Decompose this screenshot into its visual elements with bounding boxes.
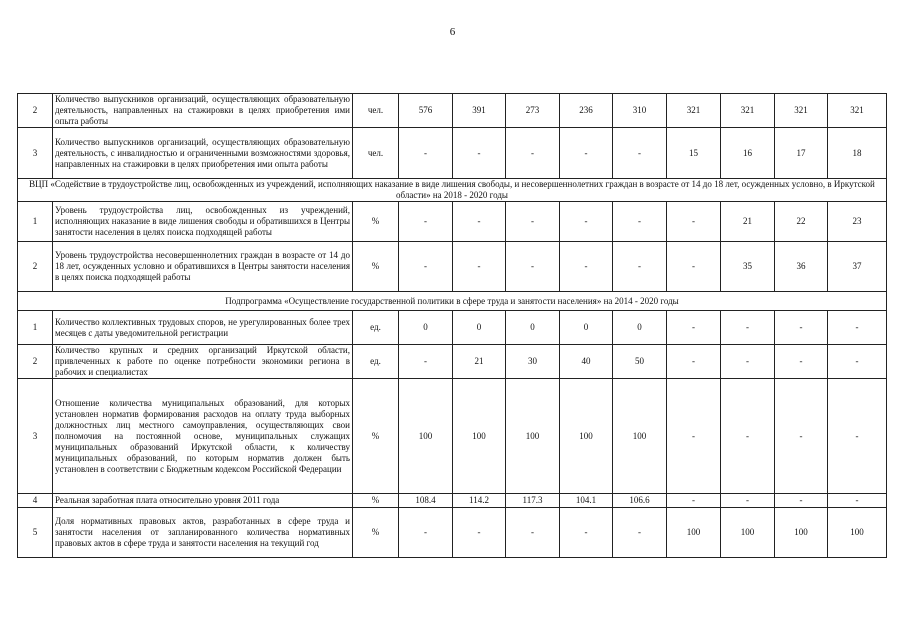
value-cell: 100 <box>453 379 506 494</box>
row-number: 2 <box>18 94 53 128</box>
value-cell: 273 <box>506 94 560 128</box>
value-cell: 50 <box>613 345 667 379</box>
value-cell: - <box>721 494 775 508</box>
row-number: 3 <box>18 379 53 494</box>
row-number: 2 <box>18 345 53 379</box>
unit-cell: ед. <box>353 311 399 345</box>
value-cell: - <box>560 128 613 179</box>
row-number: 3 <box>18 128 53 179</box>
value-cell: - <box>828 379 887 494</box>
value-cell: - <box>506 508 560 558</box>
value-cell: 321 <box>775 94 828 128</box>
value-cell: 106.6 <box>613 494 667 508</box>
row-number: 1 <box>18 202 53 242</box>
value-cell: 100 <box>721 508 775 558</box>
value-cell: - <box>560 242 613 292</box>
section-header-row <box>18 179 887 202</box>
unit-cell: % <box>353 379 399 494</box>
section-title: Подпрограмма «Осуществление государственной политики в сфере труда и занятости населения» на 2014 - 2020 годы <box>18 292 887 311</box>
value-cell: 0 <box>453 311 506 345</box>
value-cell: - <box>775 379 828 494</box>
indicator-name: Уровень трудоустройства лиц, освобожденных из учреждений, исполняющих наказание в виде лишения свободы и обратившихся в Центры занятости населения в целях поиска подходящей работы <box>53 202 353 242</box>
table-row <box>18 202 887 242</box>
value-cell: 310 <box>613 94 667 128</box>
value-cell: 35 <box>721 242 775 292</box>
value-cell: 100 <box>667 508 721 558</box>
table-row <box>18 128 887 179</box>
value-cell: - <box>560 508 613 558</box>
indicator-name: Доля нормативных правовых актов, разработанных в сфере труда и занятости населения от запланированного количества нормативных правовых актов в сфере труда и занятости населения на текущий год <box>53 508 353 558</box>
value-cell: 100 <box>775 508 828 558</box>
page-number: 6 <box>449 26 456 38</box>
table-row <box>18 379 887 494</box>
value-cell: 40 <box>560 345 613 379</box>
value-cell: 321 <box>667 94 721 128</box>
value-cell: - <box>453 128 506 179</box>
table-row <box>18 311 887 345</box>
unit-cell: % <box>353 202 399 242</box>
value-cell: - <box>775 345 828 379</box>
value-cell: - <box>667 494 721 508</box>
value-cell: - <box>775 494 828 508</box>
value-cell: 18 <box>828 128 887 179</box>
value-cell: - <box>399 128 453 179</box>
value-cell: 22 <box>775 202 828 242</box>
value-cell: - <box>721 345 775 379</box>
value-cell: - <box>721 311 775 345</box>
value-cell: - <box>560 202 613 242</box>
value-cell: 15 <box>667 128 721 179</box>
value-cell: 100 <box>506 379 560 494</box>
indicator-name: Уровень трудоустройства несовершеннолетних граждан в возрасте от 14 до 18 лет, осужденных условно и обратившихся в Центры занятости населения в целях поиска подходящей работы <box>53 242 353 292</box>
table-row <box>18 242 887 292</box>
unit-cell: % <box>353 494 399 508</box>
indicator-name: Количество крупных и средних организаций Иркутской области, привлеченных к работе по оценке потребности экономики региона в рабочих и специалистах <box>53 345 353 379</box>
value-cell: 108.4 <box>399 494 453 508</box>
value-cell: 114.2 <box>453 494 506 508</box>
value-cell: 0 <box>560 311 613 345</box>
value-cell: 117.3 <box>506 494 560 508</box>
indicator-name: Реальная заработная плата относительно уровня 2011 года <box>53 494 353 508</box>
value-cell: 104.1 <box>560 494 613 508</box>
value-cell: 37 <box>828 242 887 292</box>
indicator-name: Количество выпускников организаций, осуществляющих образовательную деятельность, с инвалидностью и ограниченными возможностями здоровья, направленных на стажировки в целях приобретения ими опыта работы <box>53 128 353 179</box>
value-cell: 0 <box>613 311 667 345</box>
table-row <box>18 345 887 379</box>
indicator-name: Количество выпускников организаций, осуществляющих образовательную деятельность, направленных на стажировки в целях приобретения ими опыта работы <box>53 94 353 128</box>
value-cell: - <box>667 311 721 345</box>
value-cell: - <box>613 202 667 242</box>
value-cell: 321 <box>721 94 775 128</box>
value-cell: - <box>506 128 560 179</box>
value-cell: 0 <box>506 311 560 345</box>
value-cell: 21 <box>721 202 775 242</box>
row-number: 4 <box>18 494 53 508</box>
value-cell: 23 <box>828 202 887 242</box>
unit-cell: чел. <box>353 128 399 179</box>
value-cell: - <box>506 242 560 292</box>
value-cell: - <box>828 311 887 345</box>
value-cell: - <box>667 379 721 494</box>
value-cell: - <box>828 345 887 379</box>
value-cell: 30 <box>506 345 560 379</box>
value-cell: - <box>399 202 453 242</box>
section-header-row <box>18 292 887 311</box>
unit-cell: % <box>353 508 399 558</box>
table-row <box>18 494 887 508</box>
value-cell: - <box>453 508 506 558</box>
value-cell: 16 <box>721 128 775 179</box>
value-cell: - <box>721 379 775 494</box>
row-number: 5 <box>18 508 53 558</box>
value-cell: - <box>667 345 721 379</box>
table-row <box>18 508 887 558</box>
value-cell: - <box>453 242 506 292</box>
value-cell: 100 <box>828 508 887 558</box>
value-cell: - <box>828 494 887 508</box>
value-cell: - <box>667 202 721 242</box>
value-cell: - <box>775 311 828 345</box>
value-cell: - <box>613 242 667 292</box>
value-cell: 0 <box>399 311 453 345</box>
value-cell: - <box>506 202 560 242</box>
value-cell: 576 <box>399 94 453 128</box>
value-cell: 321 <box>828 94 887 128</box>
value-cell: 236 <box>560 94 613 128</box>
value-cell: - <box>613 508 667 558</box>
value-cell: 100 <box>399 379 453 494</box>
value-cell: 17 <box>775 128 828 179</box>
indicator-name: Отношение количества муниципальных образований, для которых установлен норматив формирования расходов на оплату труда выборных должностных лиц местного самоуправления, осуществляющих свои полномочия на постоянной основе, муниципальных служащих муниципальных образований Иркутской области, к количеству муниципальных образований, по которым норматив должен быть установлен в соответствии с Бюджетным кодексом Российской Федерации <box>53 379 353 494</box>
indicators-table <box>17 93 887 558</box>
value-cell: - <box>399 345 453 379</box>
value-cell: - <box>613 128 667 179</box>
value-cell: - <box>399 508 453 558</box>
value-cell: 36 <box>775 242 828 292</box>
table-row <box>18 94 887 128</box>
value-cell: - <box>399 242 453 292</box>
value-cell: - <box>453 202 506 242</box>
section-title: ВЦП «Содействие в трудоустройстве лиц, освобожденных из учреждений, исполняющих наказание в виде лишения свободы, и несовершеннолетних граждан в возрасте от 14 до 18 лет, осужденных условно, в Иркутской области» на 2018 - 2020 годы <box>18 179 887 202</box>
value-cell: 100 <box>613 379 667 494</box>
unit-cell: % <box>353 242 399 292</box>
unit-cell: чел. <box>353 94 399 128</box>
row-number: 1 <box>18 311 53 345</box>
value-cell: 100 <box>560 379 613 494</box>
value-cell: 391 <box>453 94 506 128</box>
indicator-name: Количество коллективных трудовых споров, не урегулированных более трех месяцев с даты уведомительной регистрации <box>53 311 353 345</box>
value-cell: 21 <box>453 345 506 379</box>
row-number: 2 <box>18 242 53 292</box>
value-cell: - <box>667 242 721 292</box>
unit-cell: ед. <box>353 345 399 379</box>
